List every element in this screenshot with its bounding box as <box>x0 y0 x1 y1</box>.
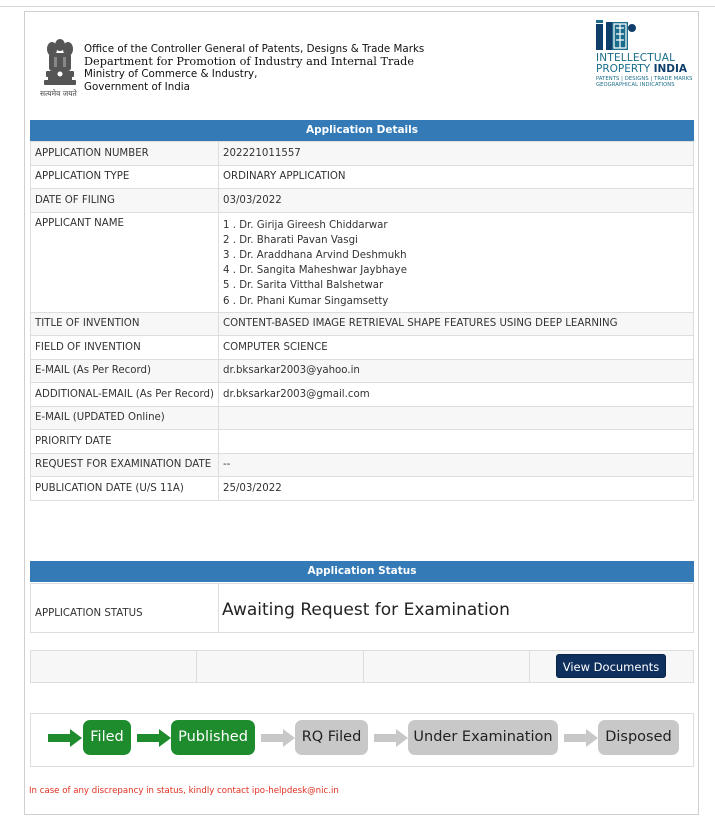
row-label: REQUEST FOR EXAMINATION DATE <box>31 453 219 477</box>
applicant-name: 3 . Dr. Araddhana Arvind Deshmukh <box>223 249 407 261</box>
ipi-line-3b: GEOGRAPHICAL INDICATIONS <box>596 82 675 88</box>
table-row <box>31 142 694 166</box>
arrow-right-icon <box>261 729 295 747</box>
row-value <box>219 430 694 454</box>
step-disposed: Disposed <box>598 720 679 755</box>
ipi-line-3a: PATENTS | DESIGNS | TRADE MARKS <box>596 76 693 82</box>
ipi-line-2a: PROPERTY <box>596 63 654 75</box>
step-filed: Filed <box>83 720 131 755</box>
status-label: APPLICATION STATUS <box>35 608 143 619</box>
ip-india-mark-icon <box>596 20 638 52</box>
step-rq-filed: RQ Filed <box>295 720 368 755</box>
status-value: Awaiting Request for Examination <box>222 600 510 620</box>
emblem-logo <box>40 37 80 105</box>
discrepancy-note: In case of any discrepancy in status, kindly contact ipo-helpdesk@nic.in <box>29 786 339 796</box>
applicant-name: 5 . Dr. Sarita Vitthal Balshetwar <box>223 280 384 292</box>
table-row <box>31 359 694 383</box>
arrow-right-icon <box>374 729 408 747</box>
arrow-right-icon <box>564 729 598 747</box>
row-value <box>219 406 694 430</box>
row-value: 25/03/2022 <box>219 477 694 501</box>
row-label: E-MAIL (As Per Record) <box>31 359 219 383</box>
ipi-line-1: INTELLECTUAL <box>596 52 676 64</box>
table-row <box>31 312 694 336</box>
row-label: TITLE OF INVENTION <box>31 312 219 336</box>
application-status-header: Application Status <box>30 561 694 582</box>
row-value: COMPUTER SCIENCE <box>219 336 694 360</box>
table-row <box>31 165 694 189</box>
row-value: 202221011557 <box>219 142 694 166</box>
row-label: ADDITIONAL-EMAIL (As Per Record) <box>31 383 219 407</box>
row-value: dr.bksarkar2003@yahoo.in <box>219 359 694 383</box>
org-line-2: Department for Promotion of Industry and Internal Trade <box>84 54 415 68</box>
row-value: -- <box>219 453 694 477</box>
table-row <box>31 453 694 477</box>
applicant-names <box>219 212 694 312</box>
row-label: FIELD OF INVENTION <box>31 336 219 360</box>
org-line-3: Ministry of Commerce & Industry, <box>84 68 258 80</box>
ipi-line-2b: INDIA <box>653 63 688 75</box>
step-under-examination: Under Examination <box>408 720 558 755</box>
row-label: APPLICANT NAME <box>31 212 219 312</box>
column-divider <box>196 651 197 682</box>
row-value: dr.bksarkar2003@gmail.com <box>219 383 694 407</box>
row-value: CONTENT-BASED IMAGE RETRIEVAL SHAPE FEATURES USING DEEP LEARNING <box>219 312 694 336</box>
row-label: DATE OF FILING <box>31 189 219 213</box>
table-row <box>31 383 694 407</box>
row-value: 03/03/2022 <box>219 189 694 213</box>
organization-name <box>84 43 424 93</box>
arrow-right-icon <box>48 729 82 747</box>
view-documents-button[interactable]: View Documents <box>556 654 666 678</box>
applicant-name: 4 . Dr. Sangita Maheshwar Jaybhaye <box>223 265 407 277</box>
arrow-right-icon <box>137 729 171 747</box>
application-details-header: Application Details <box>30 120 694 141</box>
step-published: Published <box>171 720 255 755</box>
row-label: APPLICATION TYPE <box>31 165 219 189</box>
table-row <box>31 406 694 430</box>
table-row <box>31 336 694 360</box>
row-label: PRIORITY DATE <box>31 430 219 454</box>
ip-india-logo <box>594 20 694 92</box>
row-label: APPLICATION NUMBER <box>31 142 219 166</box>
table-row <box>31 189 694 213</box>
org-line-4: Government of India <box>84 80 190 93</box>
table-row <box>31 477 694 501</box>
application-details-table <box>30 141 694 501</box>
ipi-line-3 <box>596 76 693 88</box>
table-row <box>31 212 694 312</box>
table-row <box>31 430 694 454</box>
applicant-name: 1 . Dr. Girija Gireesh Chiddarwar <box>223 219 388 231</box>
ipi-line-2 <box>596 64 687 75</box>
row-label: E-MAIL (UPDATED Online) <box>31 406 219 430</box>
row-label: PUBLICATION DATE (U/S 11A) <box>31 477 219 501</box>
column-divider <box>218 584 219 632</box>
column-divider <box>363 651 364 682</box>
org-line-1: Office of the Controller General of Patents, Designs & Trade Marks <box>84 43 425 55</box>
application-status-row <box>30 583 694 633</box>
row-value: ORDINARY APPLICATION <box>219 165 694 189</box>
emblem-caption: सत्यमेव जयते <box>40 89 77 98</box>
applicant-name: 6 . Dr. Phani Kumar Singamsetty <box>223 295 389 307</box>
column-divider <box>529 651 530 682</box>
applicant-name: 2 . Dr. Bharati Pavan Vasgi <box>223 234 358 246</box>
top-divider <box>0 6 715 7</box>
